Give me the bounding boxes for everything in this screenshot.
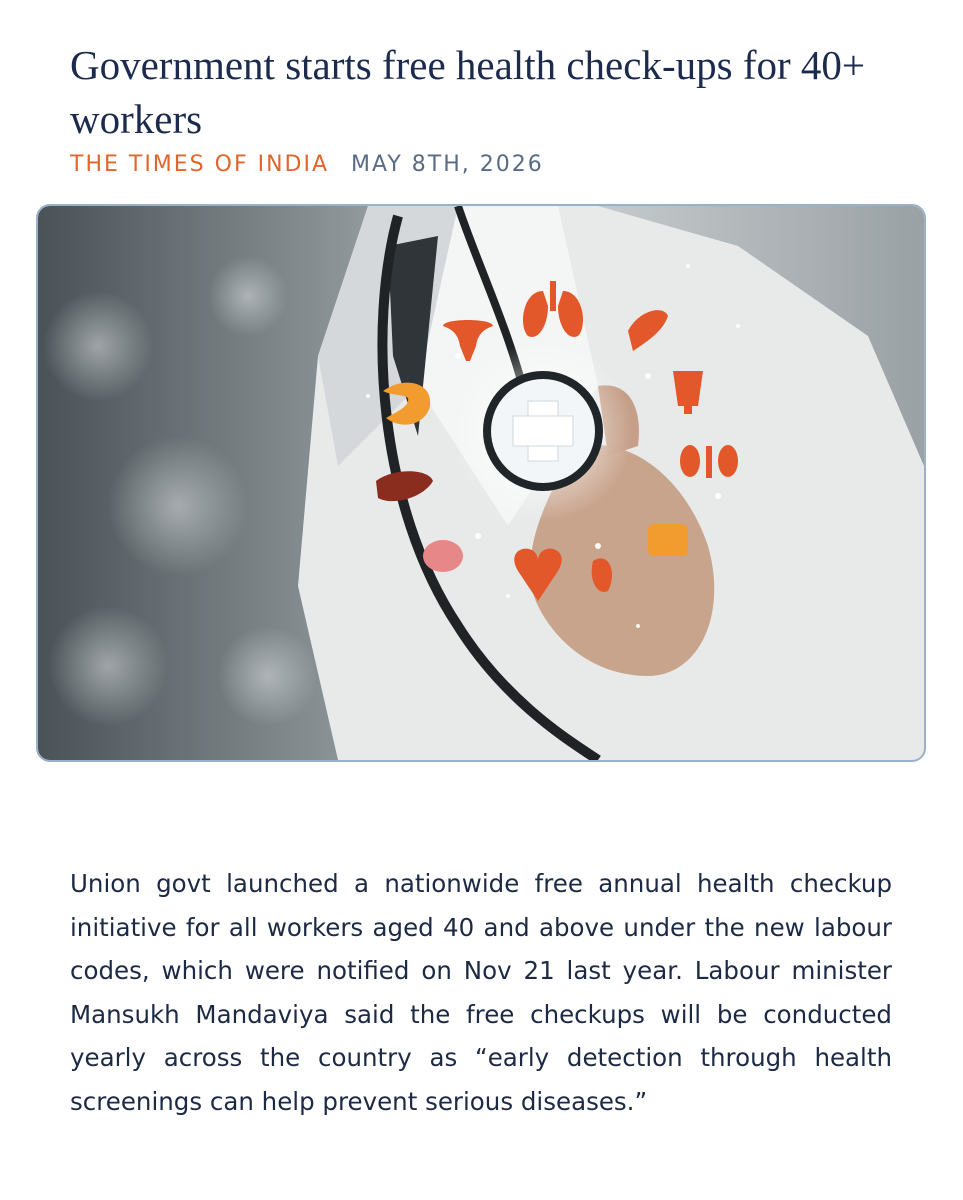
article-meta [70,152,544,177]
article-source[interactable]: THE TIMES OF INDIA [70,152,330,177]
article-body: Union govt launched a nationwide free annual health checkup initiative for all workers aged 40 and above under the new labour codes, which were notified on Nov 21 last year. Labour minister Mansukh Mandaviya said the free checkups will be conducted yearly across the country as “early detection through health screenings can help prevent serious diseases.” [70,869,892,1116]
article-headline: Government starts free health check-ups for 40+ workers [70,42,865,142]
intestine-icon [648,524,688,556]
article-date: MAY 8TH, 2026 [351,152,544,177]
kidneys-icon [680,445,738,478]
hero-image [36,204,926,762]
brain-icon [423,540,463,572]
